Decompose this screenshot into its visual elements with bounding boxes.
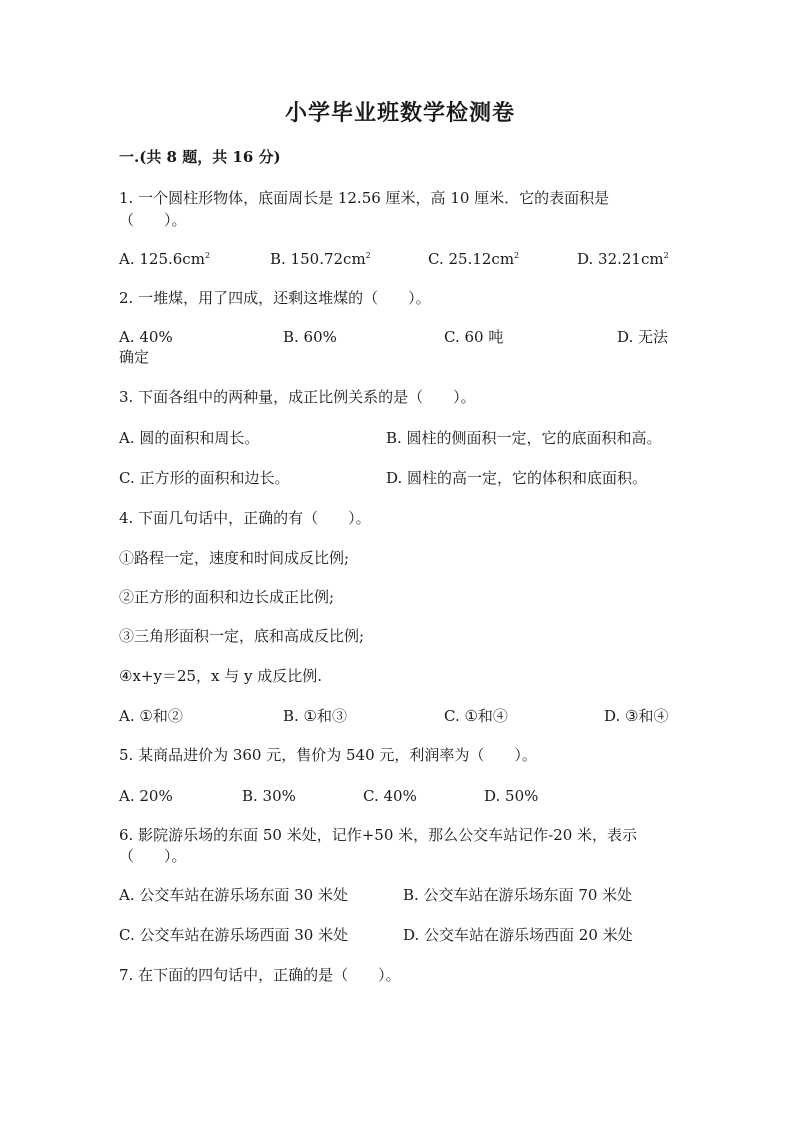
question-6-stem-line-2: （ ）。 — [119, 847, 187, 865]
question-3-option-b: B. 圆柱的侧面积一定，它的底面积和高。 — [386, 429, 662, 447]
question-6-stem-line-1: 6. 影院游乐场的东面 50 米处，记作+50 米，那么公交车站记作-20 米，表示 — [119, 826, 638, 844]
question-4-statement-3: ③三角形面积一定，底和高成反比例; — [119, 627, 365, 645]
question-6-option-c: C. 公交车站在游乐场西面 30 米处 — [119, 926, 349, 944]
question-5-stem: 5. 某商品进价为 360 元，售价为 540 元，利润率为（ ）。 — [119, 746, 537, 764]
question-4-statement-2: ②正方形的面积和边长成正比例; — [119, 588, 335, 606]
question-2-option-a: A. 40% — [119, 328, 173, 346]
question-4-statement-1: ①路程一定，速度和时间成反比例; — [119, 549, 350, 567]
question-6-option-b: B. 公交车站在游乐场东面 70 米处 — [403, 886, 633, 904]
question-4-option-a: A. ①和② — [119, 707, 183, 725]
question-2-option-b: B. 60% — [283, 328, 337, 346]
question-3-option-c: C. 正方形的面积和边长。 — [119, 469, 290, 487]
question-5-option-b: B. 30% — [242, 787, 296, 805]
question-4-stem: 4. 下面几句话中，正确的有（ ）。 — [119, 509, 371, 527]
question-5-option-d: D. 50% — [484, 787, 539, 805]
question-4-option-d: D. ③和④ — [604, 707, 669, 725]
question-1-option-c: C. $25.12cm^2$ — [428, 250, 520, 268]
question-6-option-d: D. 公交车站在游乐场西面 20 米处 — [403, 926, 633, 944]
question-5-option-a: A. 20% — [119, 787, 173, 805]
question-7-stem: 7. 在下面的四句话中，正确的是（ ）。 — [119, 966, 401, 984]
question-3-stem: 3. 下面各组中的两种量，成正比例关系的是（ ）。 — [119, 388, 476, 406]
question-5-option-c: C. 40% — [363, 787, 417, 805]
question-4-statement-4: ④x+y＝25，x 与 y 成反比例. — [119, 667, 323, 685]
question-2-option-d-wrap: 确定 — [119, 348, 150, 366]
question-2-stem: 2. 一堆煤，用了四成，还剩这堆煤的（ ）。 — [119, 289, 431, 307]
question-3-option-d: D. 圆柱的高一定，它的体积和底面积。 — [386, 469, 648, 487]
question-4-option-c: C. ①和④ — [444, 707, 508, 725]
section-header: 一.(共 8 题，共 16 分) — [119, 148, 281, 166]
question-6-option-a: A. 公交车站在游乐场东面 30 米处 — [119, 886, 348, 904]
question-3-option-a: A. 圆的面积和周长。 — [119, 429, 260, 447]
page-title: 小学毕业班数学检测卷 — [284, 100, 515, 126]
question-2-option-c: C. 60 吨 — [444, 328, 504, 346]
question-1-option-a: A. $125.6cm^2$ — [119, 250, 211, 268]
question-1-stem-line-1: 1. 一个圆柱形物体，底面周长是 12.56 厘米，高 10 厘米．它的表面积是 — [119, 189, 610, 207]
question-1-option-d: D. $32.21cm^2$ — [577, 250, 669, 268]
question-1-option-b: B. $150.72cm^2$ — [270, 250, 371, 268]
question-1-stem-line-2: （ ）。 — [119, 211, 187, 229]
question-4-option-b: B. ①和③ — [283, 707, 348, 725]
question-2-option-d: D. 无法 — [617, 328, 669, 346]
